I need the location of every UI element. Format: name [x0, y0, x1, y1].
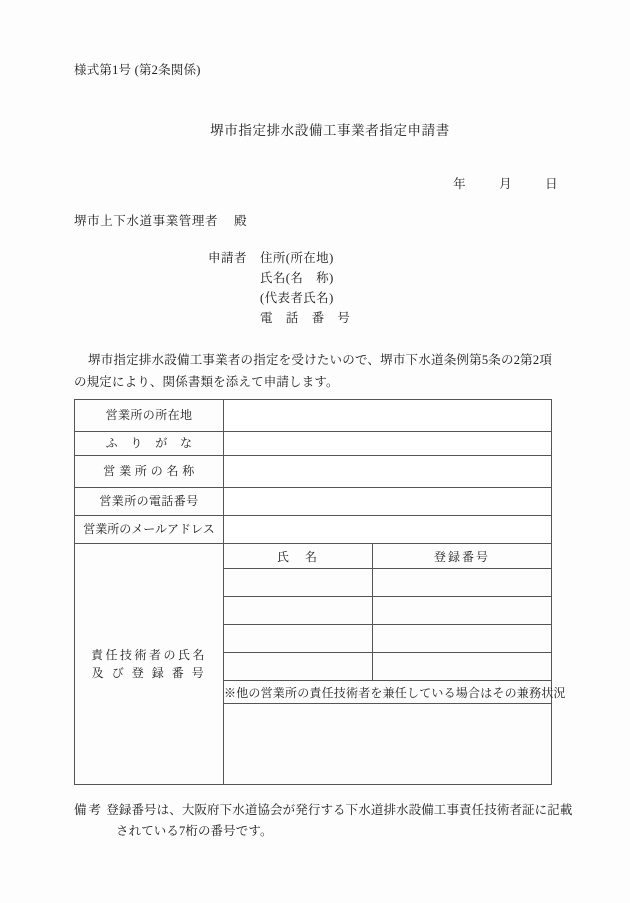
form-number: 様式第1号 (第2条関係) — [74, 63, 201, 77]
footer-note-line2: されている7桁の番号です。 — [116, 824, 273, 838]
technician-concurrent-duty-note: ※他の営業所の責任技術者を兼任している場合はその兼務状況 — [224, 681, 551, 704]
applicant-row-name — [208, 268, 350, 288]
application-form-table — [74, 399, 566, 785]
label-office-name: 営 業 所 の 名 称 — [75, 456, 224, 488]
input-technician-name-2[interactable] — [224, 597, 373, 625]
applicant-row-phone — [208, 308, 350, 328]
applicant-label: 申請者 — [208, 251, 248, 265]
technician-entry-row — [224, 653, 551, 681]
technician-free-area-row — [224, 704, 551, 785]
input-office-email[interactable] — [224, 516, 552, 544]
input-technician-registration-3[interactable] — [373, 625, 552, 653]
applicant-representative-label: (代表者氏名) — [260, 291, 334, 305]
input-office-phone[interactable] — [224, 488, 552, 516]
table-row-office-phone — [75, 488, 552, 516]
input-technician-name-4[interactable] — [224, 653, 373, 681]
footer-note — [74, 800, 574, 842]
table-row-technicians — [75, 544, 552, 785]
input-technician-registration-2[interactable] — [373, 597, 552, 625]
page-title: 堺市指定排水設備工事業者指定申請書 — [210, 123, 450, 138]
table-row-furigana — [75, 432, 552, 456]
applicant-name-label: 氏名(名 称) — [260, 271, 334, 285]
technician-header-row — [224, 544, 551, 569]
header-technician-registration: 登録番号 — [373, 544, 552, 569]
input-furigana[interactable] — [224, 432, 552, 456]
label-technician-block — [75, 544, 224, 785]
header-technician-name: 氏 名 — [224, 544, 373, 569]
footer-note-line1: 登録番号は、大阪府下水道協会が発行する下水道排水設備工事責任技術者証に記載 — [106, 803, 573, 817]
addressee-line — [74, 211, 247, 229]
input-technician-registration-1[interactable] — [373, 569, 552, 597]
input-office-address[interactable] — [224, 400, 552, 432]
applicant-address-label: 住所(所在地) — [260, 251, 334, 265]
applicant-phone-label: 電 話 番 号 — [260, 311, 351, 325]
body-paragraph-text: 堺市指定排水設備工事業者の指定を受けたいので、堺市下水道条例第5条の2第2項の規定により、関係書類を添えて申請します。 — [74, 353, 552, 389]
addressee-name: 堺市上下水道事業管理者 — [74, 214, 219, 228]
technician-entry-row — [224, 625, 551, 653]
table-row-office-email — [75, 516, 552, 544]
table-row-office-name — [75, 456, 552, 488]
date-month-label: 月 — [499, 177, 513, 191]
applicant-row-representative — [208, 288, 350, 308]
input-technician-name-1[interactable] — [224, 569, 373, 597]
technician-entry-row — [224, 597, 551, 625]
applicant-row-address — [208, 248, 350, 268]
input-office-name[interactable] — [224, 456, 552, 488]
technician-subtable-cell — [224, 544, 566, 785]
technician-table — [224, 544, 566, 784]
addressee-honorific: 殿 — [234, 214, 248, 228]
label-technician-line1: 責任技術者の氏名 — [90, 648, 207, 662]
input-concurrent-duty-details[interactable] — [224, 704, 551, 785]
input-technician-name-3[interactable] — [224, 625, 373, 653]
label-office-email: 営業所のメールアドレス — [75, 516, 224, 544]
technician-note-row — [224, 681, 551, 704]
table-row-office-address — [75, 400, 552, 432]
input-technician-registration-4[interactable] — [373, 653, 552, 681]
label-office-phone: 営業所の電話番号 — [75, 488, 224, 516]
label-technician-line2: 及 び 登 録 番 号 — [91, 666, 207, 680]
body-paragraph — [74, 349, 552, 393]
applicant-block — [208, 248, 350, 328]
date-year-label: 年 — [453, 177, 467, 191]
technician-entry-row — [224, 569, 551, 597]
footer-note-label: 備考 — [74, 803, 104, 817]
date-line — [453, 174, 558, 192]
label-office-address: 営業所の所在地 — [75, 400, 224, 432]
date-day-label: 日 — [545, 177, 558, 191]
label-furigana: ふ り が な — [75, 432, 224, 456]
